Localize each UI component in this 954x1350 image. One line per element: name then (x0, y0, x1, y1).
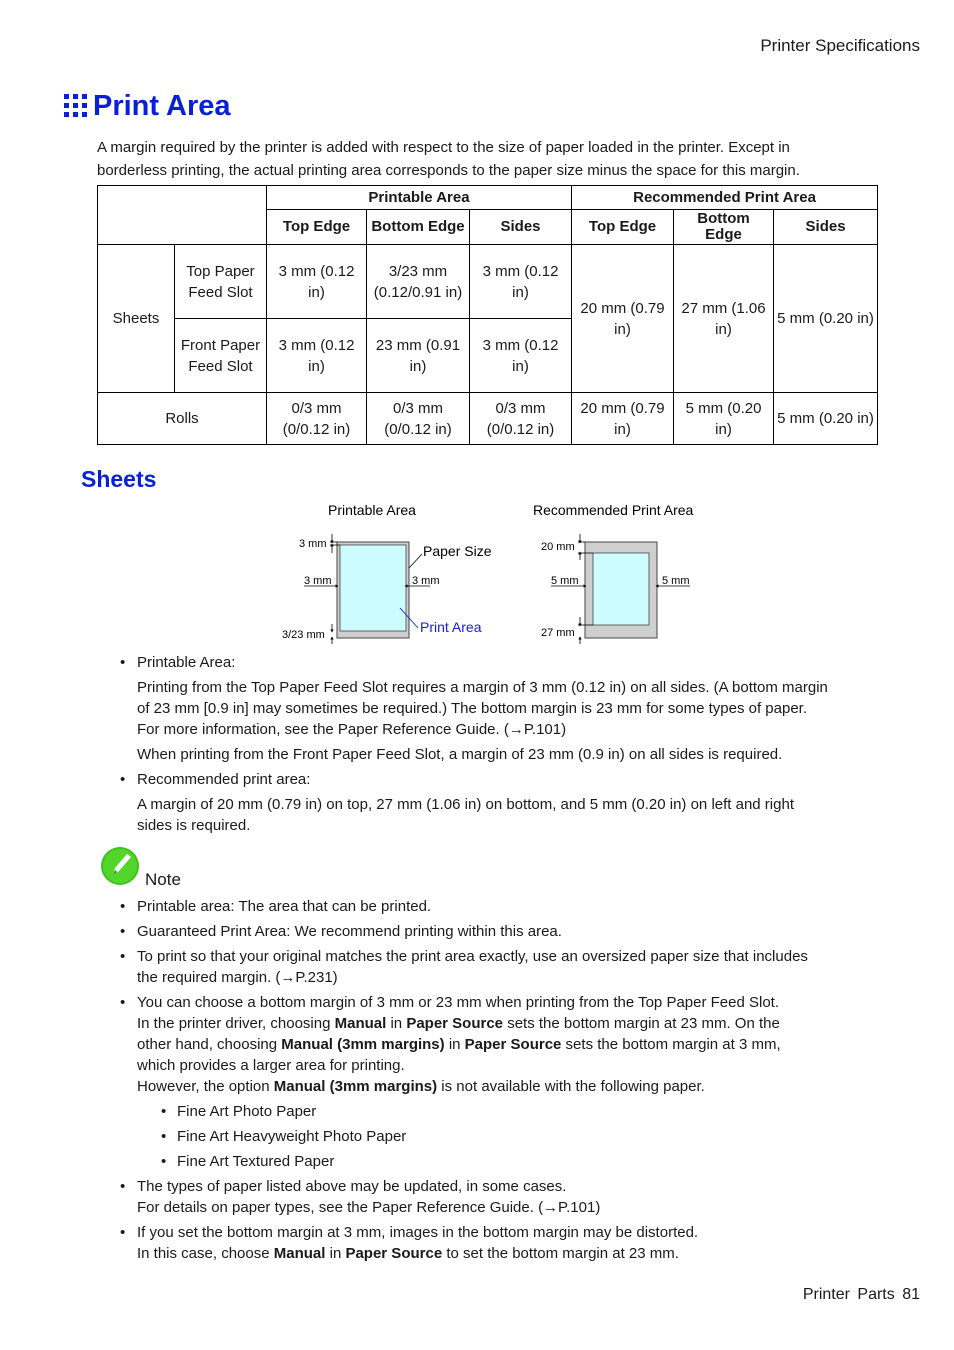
list-item: • Fine Art Textured Paper (177, 1151, 880, 1172)
table-cell: 5 mm (0.20 in) (774, 245, 878, 393)
list-item: • Fine Art Heavyweight Photo Paper (177, 1126, 880, 1147)
margin-diagram (270, 496, 710, 648)
paragraph-line: Printing from the Top Paper Feed Slot requires a margin of 3 mm (0.12 in) on all sides. (A bottom margin (137, 679, 828, 696)
dim-right-label: 5 mm (662, 575, 690, 587)
col-sides: Sides (470, 210, 572, 245)
paragraph-line (120, 1034, 880, 1055)
col-sides: Sides (774, 210, 878, 245)
print-area-label: Print Area (420, 619, 482, 635)
paragraph-line (120, 1076, 880, 1097)
dim-right-label: 3 mm (412, 575, 440, 587)
list-item: • Fine Art Photo Paper (177, 1101, 880, 1122)
table-cell: 0/3 mm (0/0.12 in) (367, 393, 470, 445)
table-cell: 3 mm (0.12 in) (267, 245, 367, 319)
text-run: sets the bottom margin at 23 mm. On the (503, 1015, 780, 1032)
intro-line: borderless printing, the actual printing area corresponds to the paper size minus the space for this margin. (97, 162, 800, 179)
text-run: sets the bottom margin at 3 mm, (561, 1036, 781, 1053)
text-run: in (386, 1015, 407, 1032)
page-footer (803, 1286, 920, 1304)
text-run: However, the option (137, 1078, 274, 1095)
recommended-area-rect (593, 553, 649, 625)
note-label: Note (145, 870, 181, 889)
text-run: in (325, 1245, 346, 1262)
paragraph-line (120, 1013, 880, 1034)
print-area-rect (340, 545, 406, 631)
feed-slot-label: Top Paper Feed Slot (175, 245, 267, 319)
leader-line (409, 554, 422, 568)
dim-bottom-label: 3/23 mm (282, 629, 325, 641)
paragraph-line (120, 1243, 880, 1264)
recommended-area-title: Recommended Print Area (533, 502, 694, 518)
text-run: In this case, choose (137, 1245, 274, 1262)
ui-term: Paper Source (345, 1245, 443, 1262)
intro-text (97, 136, 877, 182)
table-cell: 3/23 mm (0.12/0.91 in) (367, 245, 470, 319)
text-run: is not available with the following paper. (437, 1078, 705, 1095)
intro-line: A margin required by the printer is added with respect to the size of paper loaded in the printer. Except in (97, 139, 790, 156)
table-cell: 3 mm (0.12 in) (470, 319, 572, 393)
footer-label: Printer Parts (802, 1286, 895, 1303)
table-cell: 5 mm (0.20 in) (774, 393, 878, 445)
table-cell: 23 mm (0.91 in) (367, 319, 470, 393)
row-label-sheets: Sheets (98, 245, 175, 393)
list-item: • Recommended print area: (120, 769, 880, 790)
paper-list (120, 1101, 880, 1172)
paragraph-line: of 23 mm [0.9 in] may sometimes be required.) The bottom margin is 23 mm for some types of paper. (137, 700, 808, 717)
table-cell: 27 mm (1.06 in) (674, 245, 774, 393)
paper-size-label: Paper Size (423, 543, 492, 559)
col-bottom-edge: Bottom Edge (674, 210, 774, 245)
note-pencil-icon (100, 845, 142, 887)
page-title (64, 88, 231, 124)
paragraph-line: When printing from the Front Paper Feed Slot, a margin of 23 mm (0.9 in) on all sides is required. (137, 746, 783, 763)
margin-table (97, 185, 878, 445)
list-item: • Guaranteed Print Area: We recommend printing within this area. (120, 921, 880, 942)
grid-icon (64, 94, 88, 118)
ui-term: Manual (3mm margins) (273, 1078, 438, 1095)
header-recommended-area: Recommended Print Area (572, 186, 878, 210)
feed-slot-label: Front Paper Feed Slot (175, 319, 267, 393)
ui-term: Manual (3mm margins) (281, 1036, 445, 1053)
table-cell: 3 mm (0.12 in) (267, 319, 367, 393)
list-item: • Printable Area: (120, 652, 880, 673)
dim-left-label: 5 mm (551, 575, 579, 587)
col-top-edge: Top Edge (267, 210, 367, 245)
sheets-heading: Sheets (81, 466, 157, 492)
list-item: • Printable area: The area that can be printed. (120, 896, 880, 917)
text-run: to set the bottom margin at 23 mm. (442, 1245, 679, 1262)
table-cell: 0/3 mm (0/0.12 in) (470, 393, 572, 445)
paragraph-line: For details on paper types, see the Paper Reference Guide. (→P.101) (137, 1199, 601, 1216)
paragraph-line: which provides a larger area for printing. (137, 1057, 405, 1074)
dim-left-label: 3 mm (304, 575, 332, 587)
list-item: • You can choose a bottom margin of 3 mm or 23 mm when printing from the Top Paper Feed Slot. (120, 992, 880, 1013)
table-cell: 3 mm (0.12 in) (470, 245, 572, 319)
header-printable-area: Printable Area (267, 186, 572, 210)
dim-top-label: 3 mm (299, 538, 327, 550)
list-item: • If you set the bottom margin at 3 mm, images in the bottom margin may be distorted. (120, 1222, 880, 1243)
table-cell: 5 mm (0.20 in) (674, 393, 774, 445)
note-list (120, 896, 880, 1264)
running-header: Printer Specifications (760, 36, 920, 55)
ui-term: Manual (334, 1015, 387, 1032)
ui-term: Paper Source (406, 1015, 504, 1032)
table-cell: 20 mm (0.79 in) (572, 393, 674, 445)
ui-term: Paper Source (464, 1036, 562, 1053)
dim-bottom-label: 27 mm (541, 627, 575, 639)
dim-top-label: 20 mm (541, 541, 575, 553)
print-area-explanation (120, 652, 880, 836)
paragraph-line: A margin of 20 mm (0.79 in) on top, 27 mm (1.06 in) on bottom, and 5 mm (0.20 in) on left and right (137, 796, 794, 813)
page-title-text: Print Area (93, 89, 231, 122)
text-run: In the printer driver, choosing (137, 1015, 335, 1032)
list-item: • The types of paper listed above may be updated, in some cases. (120, 1176, 880, 1197)
ui-term: Manual (273, 1245, 326, 1262)
paragraph-line: the required margin. (→P.231) (137, 969, 338, 986)
col-bottom-edge: Bottom Edge (367, 210, 470, 245)
list-item: • To print so that your original matches the print area exactly, use an oversized paper size that includes (120, 946, 880, 967)
text-run: other hand, choosing (137, 1036, 282, 1053)
text-run: in (444, 1036, 465, 1053)
paragraph-line: sides is required. (137, 817, 251, 834)
paragraph-line: For more information, see the Paper Reference Guide. (→P.101) (137, 721, 567, 738)
table-cell: 0/3 mm (0/0.12 in) (267, 393, 367, 445)
table-cell: 20 mm (0.79 in) (572, 245, 674, 393)
row-label-rolls: Rolls (98, 393, 267, 445)
col-top-edge: Top Edge (572, 210, 674, 245)
table-corner (98, 186, 267, 245)
printable-area-title: Printable Area (328, 502, 416, 518)
page-number: 81 (902, 1286, 920, 1303)
